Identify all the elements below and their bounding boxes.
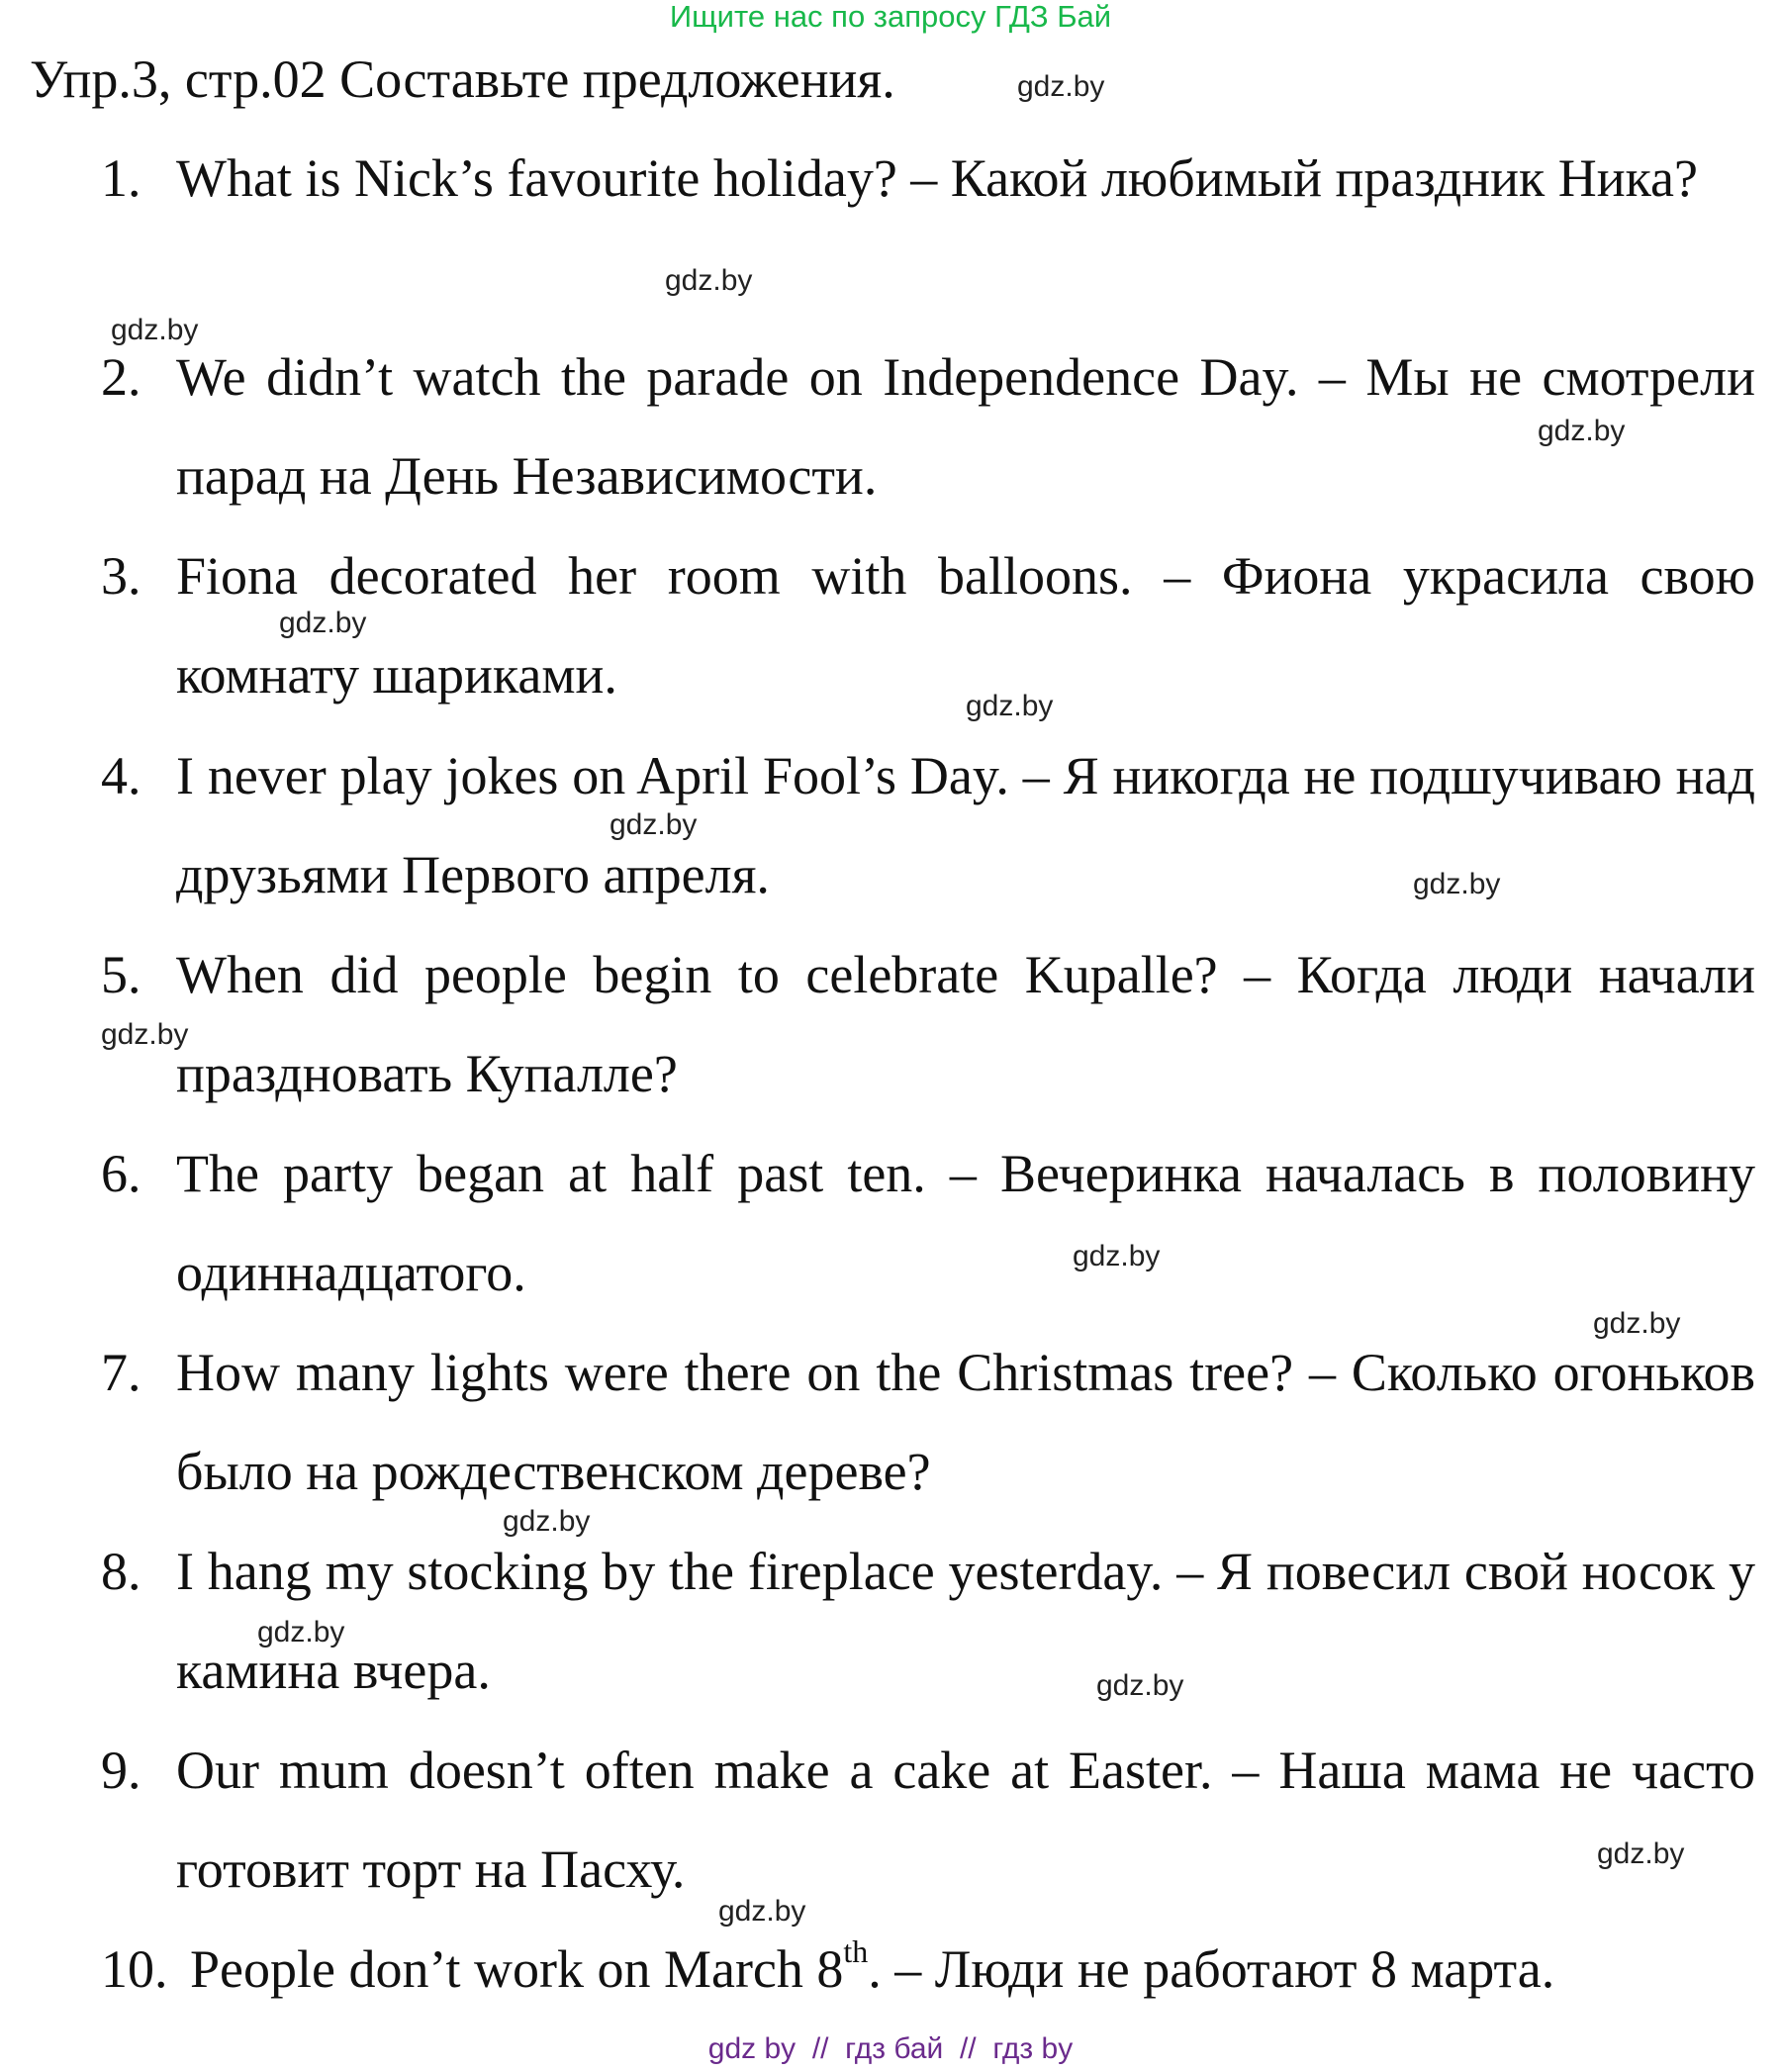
item-number: 1.	[101, 148, 141, 208]
watermark: gdz.by	[257, 1616, 345, 1648]
watermark: gdz.by	[279, 607, 367, 639]
watermark: gdz.by	[966, 690, 1054, 722]
watermark: gdz.by	[1073, 1240, 1161, 1272]
item-number: 6.	[101, 1144, 141, 1203]
item-text: I never play jokes on April Fool’s Day. – Я никогда не подшучиваю над друзьями Первого апреля.	[176, 746, 1755, 904]
watermark: gdz.by	[1597, 1837, 1685, 1870]
item-text: We didn’t watch the parade on Independence Day. – Мы не смотрели парад на День Независимости.	[176, 347, 1755, 506]
item-number: 9.	[101, 1741, 141, 1800]
top-banner: Ищите нас по запросу ГДЗ Бай	[669, 0, 1112, 34]
watermark: gdz.by	[718, 1895, 806, 1928]
item-text: How many lights were there on the Christmas tree? – Сколько огоньков было на рождественском дереве?	[176, 1343, 1755, 1501]
item-text-rest: . – Люди не работают 8 марта.	[868, 1939, 1555, 1999]
watermark: gdz.by	[1413, 868, 1501, 900]
item-number: 8.	[101, 1542, 141, 1601]
page-title: Упр.3, стр.02 Составьте предложения.	[30, 49, 895, 109]
watermark: gdz.by	[101, 1018, 189, 1051]
item-text: Our mum doesn’t often make a cake at Easter. – Наша мама не часто готовит торт на Пасху.	[176, 1741, 1755, 1899]
watermark: gdz.by	[503, 1505, 591, 1538]
watermark: gdz.by	[111, 314, 199, 346]
item-text: I hang my stocking by the fireplace yesterday. – Я повесил свой носок у камина вчера.	[176, 1542, 1755, 1700]
ordinal-suffix: th	[843, 1933, 869, 1969]
list-item	[101, 1124, 1755, 1322]
watermark: gdz.by	[609, 808, 698, 841]
list-item	[101, 1920, 1755, 2019]
list-item	[101, 129, 1755, 228]
item-text: The party began at half past ten. – Вечеринка началась в половину одиннадцатого.	[176, 1144, 1755, 1302]
list-item	[101, 925, 1755, 1123]
watermark: gdz.by	[1096, 1669, 1184, 1702]
item-text	[190, 1920, 1755, 2019]
list-item	[101, 328, 1755, 525]
watermark: gdz.by	[1593, 1307, 1681, 1340]
item-text-main: People don’t work on March 8	[190, 1939, 844, 1999]
item-number: 2.	[101, 347, 141, 407]
item-text: What is Nick’s favourite holiday? – Какой любимый праздник Ника?	[176, 148, 1698, 208]
item-number: 10.	[101, 1939, 168, 1999]
list-item	[101, 1721, 1755, 1919]
item-text: When did people begin to celebrate Kupalle? – Когда люди начали праздновать Купалле?	[176, 945, 1755, 1103]
list-item	[101, 1323, 1755, 1521]
list-item	[101, 1522, 1755, 1720]
watermark: gdz.by	[1538, 415, 1626, 447]
list-item	[101, 726, 1755, 924]
item-number: 7.	[101, 1343, 141, 1402]
watermark: gdz.by	[665, 264, 753, 297]
item-text: Fiona decorated her room with balloons. – Фиона украсила свою комнату шариками.	[176, 546, 1755, 705]
heading-watermark: gdz.by	[1017, 70, 1105, 103]
item-number: 5.	[101, 945, 141, 1004]
item-number: 4.	[101, 746, 141, 805]
footer-watermark: gdz by // гдз бай // гдз by	[707, 2032, 1074, 2065]
item-number: 3.	[101, 546, 141, 606]
